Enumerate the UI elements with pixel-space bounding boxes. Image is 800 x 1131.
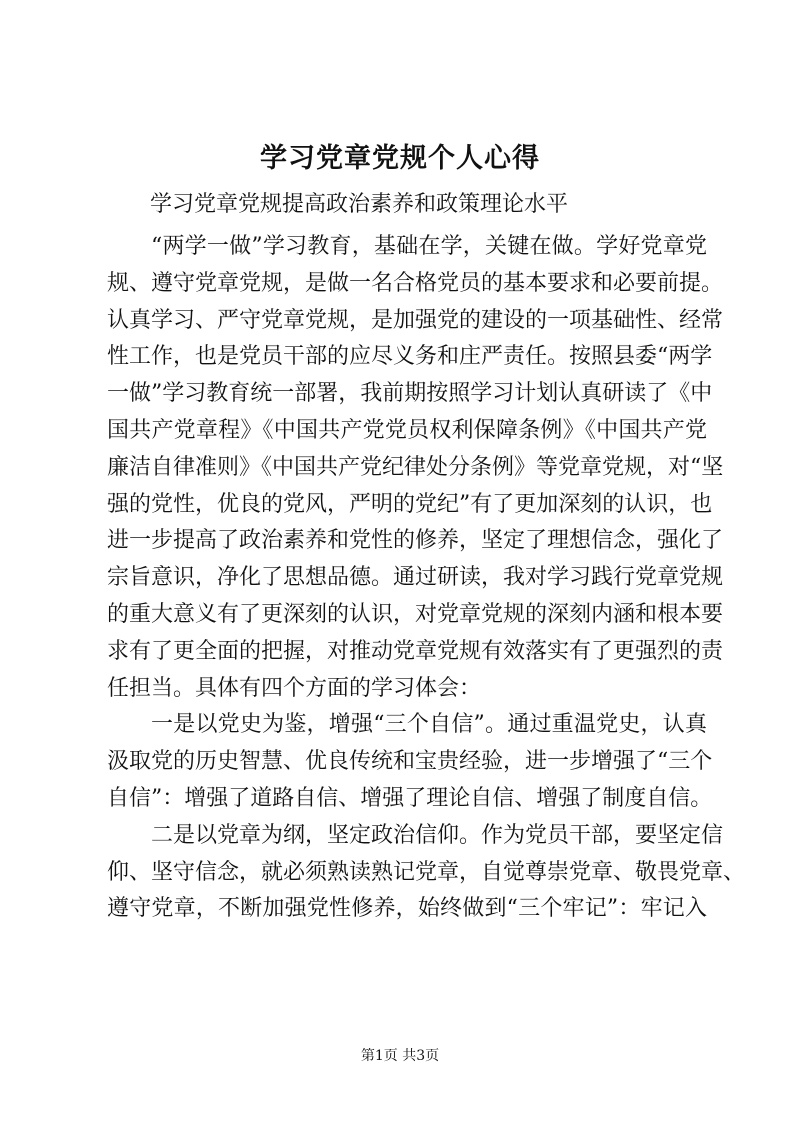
text-line: 汲取党的历史智慧、优良传统和宝贵经验，进一步增强了“三个	[107, 749, 713, 775]
text-line: “两学一做”学习教育，基础在学，关键在做。学好党章党	[151, 234, 707, 259]
text-line: 一是以党史为鉴，增强“三个自信”。通过重温党史，认真	[151, 712, 707, 738]
text-line: 进一步提高了政治素养和党性的修养，坚定了理想信念，强化了	[107, 528, 724, 554]
text-line: 强的党性，优良的党风，严明的党纪”有了更加深刻的认识，也	[107, 491, 713, 517]
text-line: 自信”：增强了道路自信、增强了理论自信、增强了制度自信。	[107, 785, 713, 811]
paragraph	[107, 818, 746, 928]
page-footer: 第1页 共3页	[360, 1048, 440, 1064]
text-line: 国共产党章程》《中国共产党党员权利保障条例》《中国共产党	[107, 417, 707, 443]
text-line: 求有了更全面的把握，对推动党章党规有效落实有了更强烈的责	[107, 638, 724, 664]
text-line: 遵守党章，不断加强党性修养，始终做到“三个牢记”：牢记入	[107, 896, 707, 922]
document-body	[107, 229, 746, 928]
document-title: 学习党章党规个人心得	[260, 143, 540, 174]
paragraph	[107, 707, 713, 817]
text-line: 仰、坚守信念，就必须熟读熟记党章，自觉尊崇党章、敬畏党章、	[107, 859, 746, 885]
text-line: 任担当。具体有四个方面的学习体会：	[107, 675, 482, 701]
text-line: 一做”学习教育统一部署，我前期按照学习计划认真研读了《中	[107, 381, 713, 407]
text-line: 的重大意义有了更深刻的认识，对党章党规的深刻内涵和根本要	[107, 601, 724, 627]
text-line: 认真学习、严守党章党规，是加强党的建设的一项基础性、经常	[107, 307, 724, 333]
text-line: 廉洁自律准则》《中国共产党纪律处分条例》等党章党规，对“坚	[107, 454, 724, 480]
text-line: 性工作，也是党员干部的应尽义务和庄严责任。按照县委“两学	[107, 344, 713, 370]
document-subtitle: 学习党章党规提高政治素养和政策理论水平	[150, 192, 569, 217]
text-line: 二是以党章为纲，坚定政治信仰。作为党员干部，要坚定信	[151, 822, 724, 848]
text-line: 宗旨意识，净化了思想品德。通过研读，我对学习践行党章党规	[107, 565, 724, 591]
paragraph	[107, 229, 724, 707]
text-line: 规、遵守党章党规，是做一名合格党员的基本要求和必要前提。	[107, 270, 724, 296]
